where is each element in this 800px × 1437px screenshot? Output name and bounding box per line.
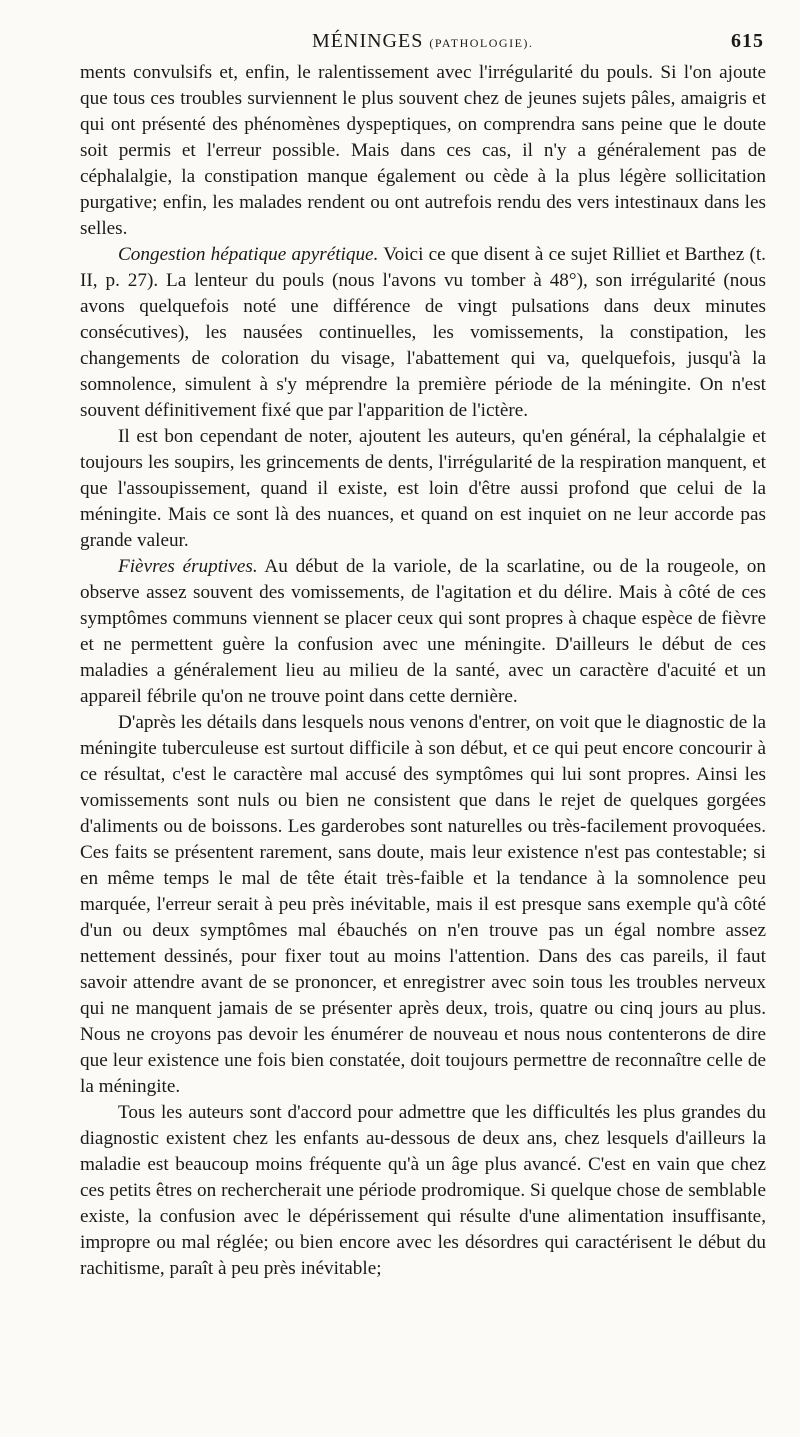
paragraph-6: [80, 1100, 766, 1282]
paragraph-lead: Congestion hépatique apyrétique.: [118, 244, 379, 265]
paragraph-body: D'après les détails dans lesquels nous venons d'entrer, on voit que le diagnostic de la méningite tuberculeuse est surtout difficile à son début, et ce qui peut encore concourir à ce résultat, c'est le caractère mal accusé des symptômes qui lui sont propres. Ainsi les vomissements sont nuls ou bien ne consistent que dans le rejet de quelques gorgées d'aliments ou de boissons. Les garderobes sont naturelles ou très-facilement provoquées. Ces faits se présentent rarement, sans doute, mais leur existence n'est pas contestable; si en même temps le mal de tête était très-faible et la tendance à la somnolence peu marquée, l'erreur serait à peu près inévitable, mais il est presque sans exemple qu'à côté d'un ou deux symptômes mal ébauchés on n'en trouve pas un égal nombre assez nettement dessinés, pour fixer tout au moins l'attention. Dans des cas pareils, il faut savoir attendre avant de se prononcer, et enregistrer avec soin tous les troubles nerveux qui ne manquent jamais de se présenter après deux, trois, quatre ou cinq jours au plus. Nous ne croyons pas devoir les énumérer de nouveau et nous nous contenterons de dire que leur existence une fois bien constatée, doit toujours permettre de reconnaître celle de la méningite.: [80, 712, 766, 1097]
paragraph-1: [80, 60, 766, 242]
paragraph-body: Au début de la variole, de la scarlatine, ou de la rougeole, on observe assez souvent des vomissements, de l'agitation et du délire. Mais à côté de ces symptômes communs viennent se placer ceux qui sont propres à chaque espèce de fièvre et ne permettent guère la confusion avec une méningite. D'ailleurs le début de ces maladies a généralement lieu au milieu de la santé, avec un caractère d'acuité et un appareil fébrile qu'on ne trouve point dans cette dernière.: [80, 556, 766, 707]
running-title-main: MÉNINGES: [312, 30, 424, 52]
paragraph-3: [80, 424, 766, 554]
running-header: [80, 30, 766, 60]
paragraph-body: Voici ce que disent à ce sujet Rilliet et Barthez (t. II, p. 27). La lenteur du pouls (nous l'avons vu tomber à 48°), son irrégularité (nous avons quelquefois noté une différence de vingt pulsations dans deux minutes consécutives), les nausées continuelles, les vomissements, la constipation, les changements de coloration du visage, l'abattement qui va, quelquefois, jusqu'à la somnolence, simulent à s'y méprendre la première période de la méningite. On n'est souvent définitivement fixé que par l'apparition de l'ictère.: [80, 244, 766, 421]
body-text: [80, 60, 766, 1282]
paragraph-body: Il est bon cependant de noter, ajoutent les auteurs, qu'en général, la céphalalgie et toujours les soupirs, les grincements de dents, l'irrégularité de la respiration manquent, et que l'assoupissement, quand il existe, est loin d'être aussi profond que celui de la méningite. Mais ce sont là des nuances, et quand on est inquiet on ne leur accorde pas grande valeur.: [80, 426, 766, 551]
running-title-sub: (PATHOLOGIE).: [429, 36, 534, 50]
paragraph-5: [80, 710, 766, 1100]
paragraph-4: [80, 554, 766, 710]
paragraph-2: [80, 242, 766, 424]
paragraph-body: ments convulsifs et, enfin, le ralentissement avec l'irrégularité du pouls. Si l'on ajoute que tous ces troubles surviennent le plus souvent chez de jeunes sujets pâles, amaigris et qui ont présenté des phénomènes dyspeptiques, on comprendra sans peine que le doute soit permis et l'erreur possible. Mais dans ces cas, il n'y a généralement pas de céphalalgie, la constipation manque également ou cède à la plus légère sollicitation purgative; enfin, les malades rendent ou ont autrefois rendu des vers intestinaux dans les selles.: [80, 62, 766, 239]
running-title: [312, 30, 533, 53]
page-number: 615: [731, 30, 764, 52]
paragraph-lead: Fièvres éruptives.: [118, 556, 258, 577]
book-page: [80, 30, 766, 1282]
paragraph-body: Tous les auteurs sont d'accord pour admettre que les difficultés les plus grandes du diagnostic existent chez les enfants au-dessous de deux ans, chez lesquels d'ailleurs la maladie est beaucoup moins fréquente qu'à un âge plus avancé. C'est en vain que chez ces petits êtres on rechercherait une période prodromique. Si quelque chose de semblable existe, la confusion avec le dépérissement qui résulte d'une alimentation insuffisante, impropre ou mal réglée; ou bien encore avec les désordres qui caractérisent le début du rachitisme, paraît à peu près inévitable;: [80, 1102, 766, 1279]
